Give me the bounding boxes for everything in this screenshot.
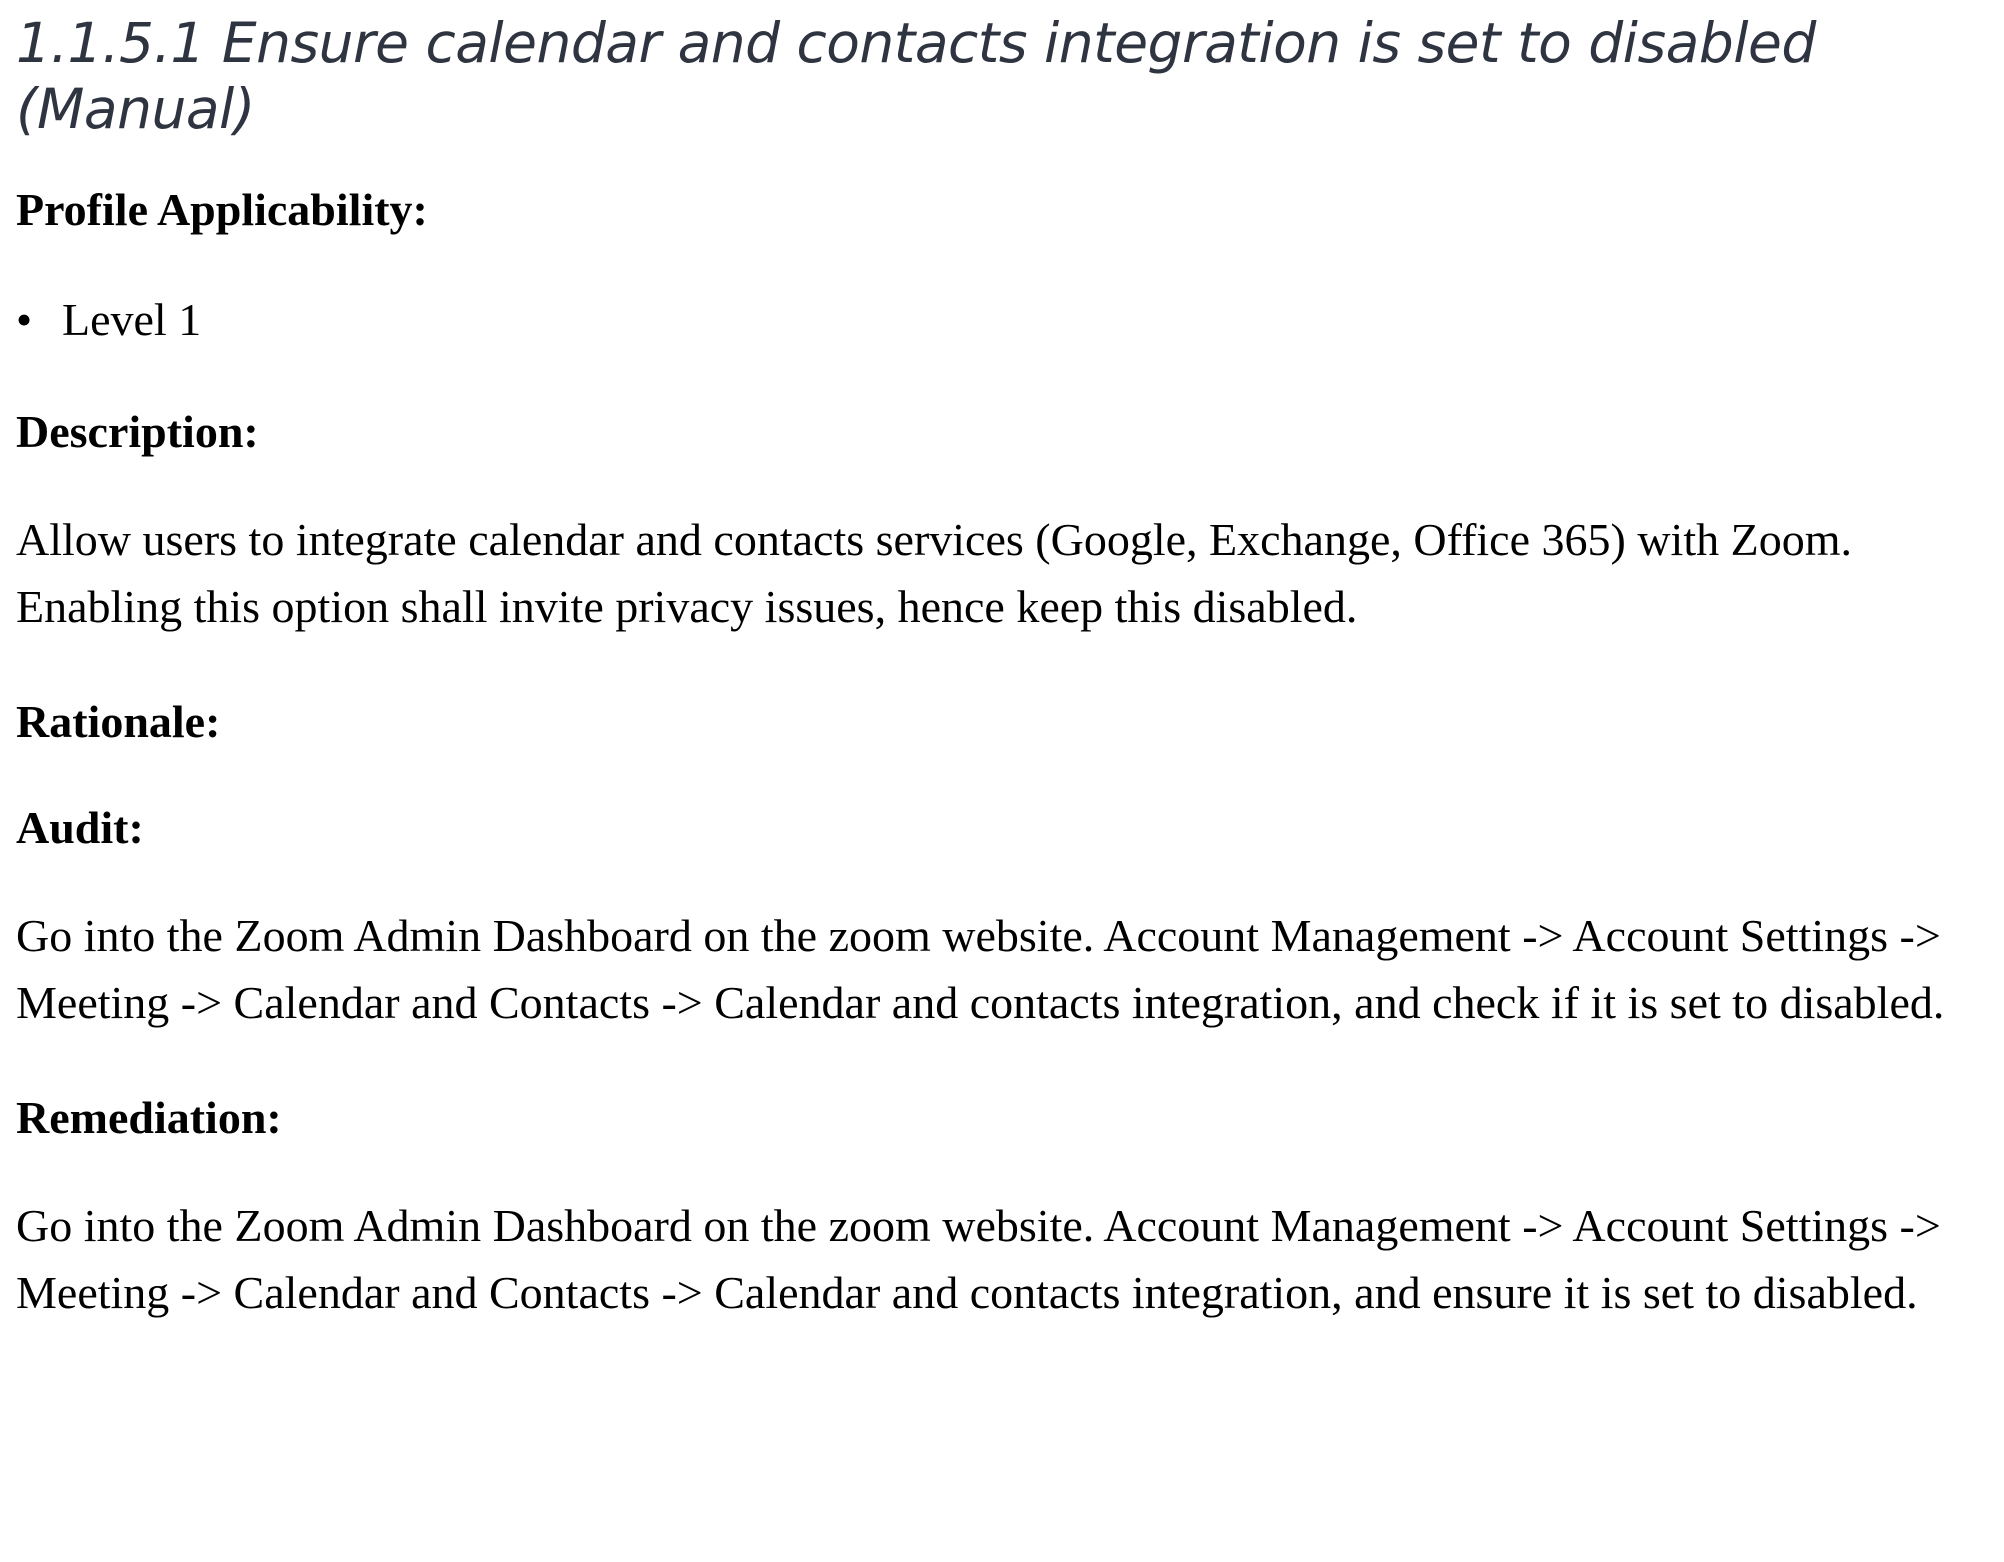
remediation-heading: Remediation: [16, 1092, 282, 1143]
profile-applicability-heading: Profile Applicability: [16, 184, 428, 235]
document-body [16, 0, 1976, 1326]
bullet-icon: • [16, 294, 33, 345]
audit-heading: Audit: [16, 802, 144, 853]
page-title: 1.1.5.1 Ensure calendar and contacts integration is set to disabled (Manual) [16, 11, 1816, 141]
description-text: Allow users to integrate calendar and contacts services (Google, Exchange, Office 365) with Zoom. Enabling this option shall invite privacy issues, hence keep this disabled. [16, 514, 1852, 632]
rationale-heading: Rationale: [16, 696, 221, 747]
description-heading: Description: [16, 406, 259, 457]
list-item [16, 292, 1976, 348]
profile-level-label: Level 1 [62, 294, 202, 345]
remediation-text: Go into the Zoom Admin Dashboard on the zoom website. Account Management -> Account Settings -> Meeting -> Calendar and Contacts -> Calendar and contacts integration, and ensure it is set to disabled. [16, 1200, 1941, 1318]
audit-text: Go into the Zoom Admin Dashboard on the zoom website. Account Management -> Account Settings -> Meeting -> Calendar and Contacts -> Calendar and contacts integration, and check if it is set to disabled. [16, 910, 1945, 1028]
profile-applicability-list [16, 292, 1976, 348]
